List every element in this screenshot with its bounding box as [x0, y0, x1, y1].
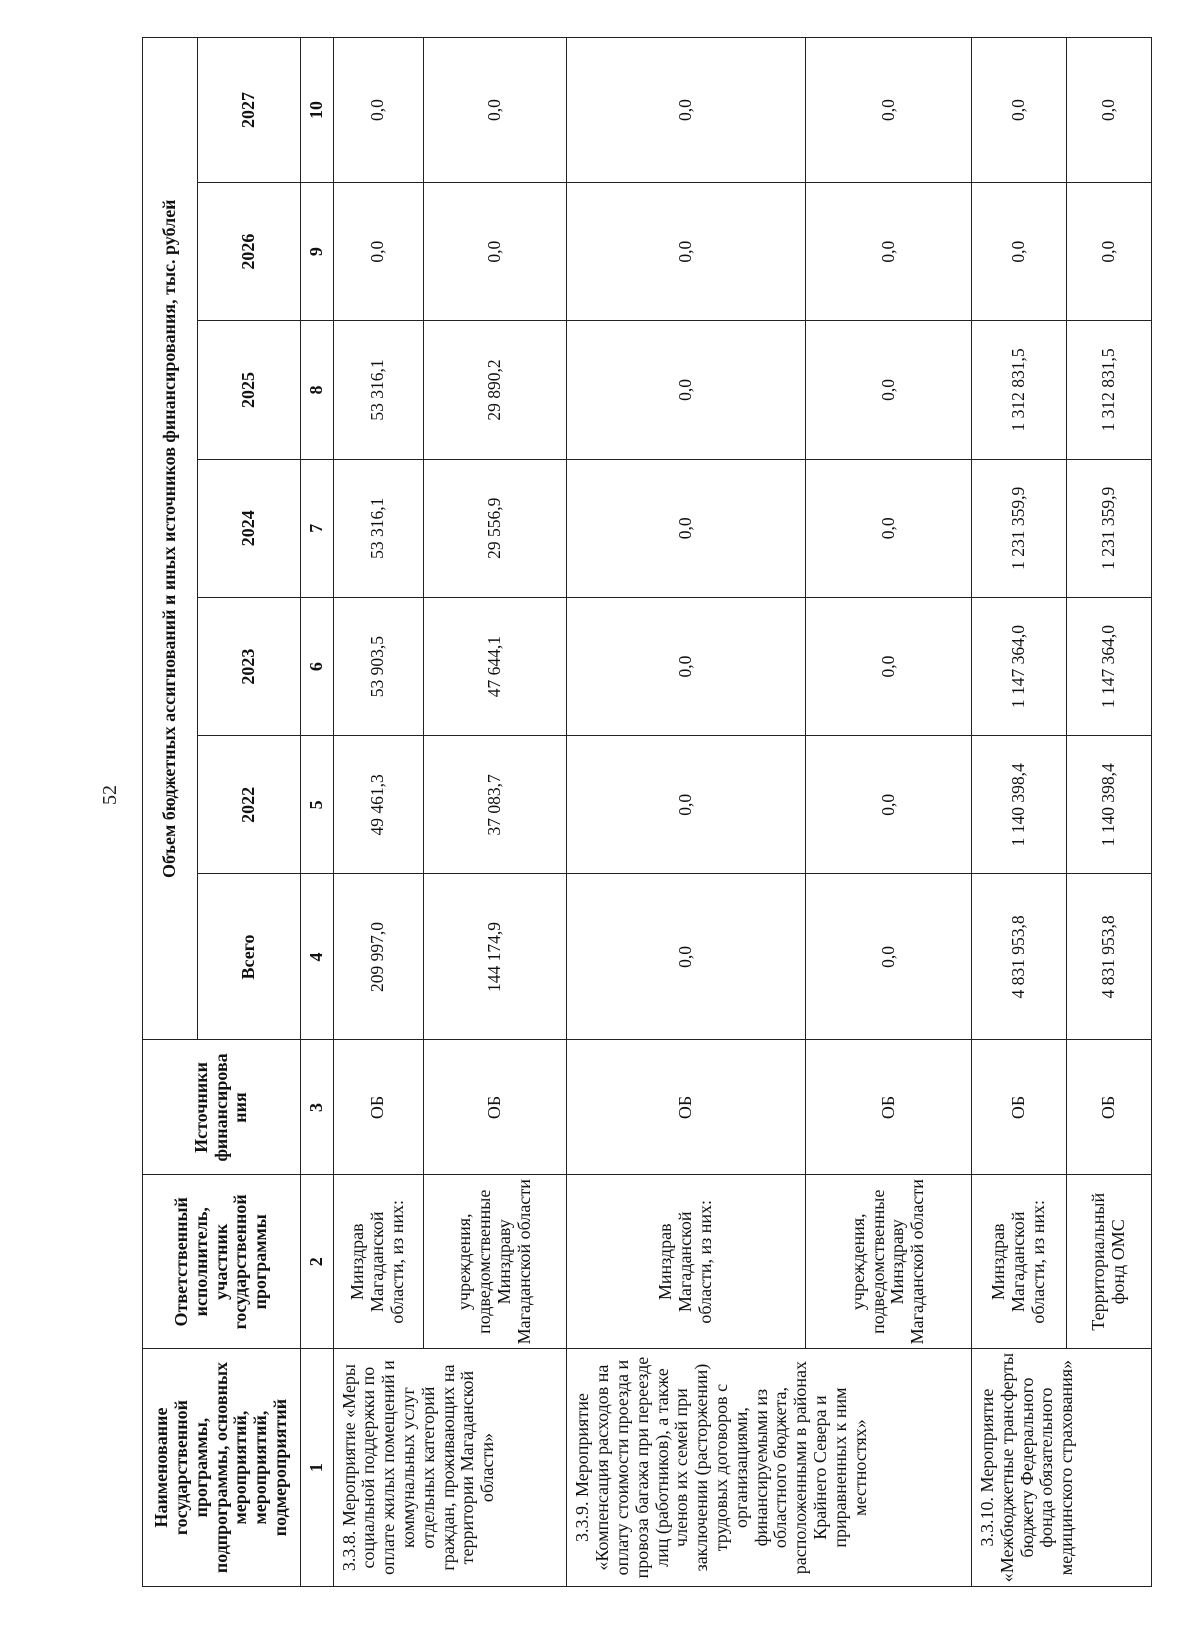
value-2023: 53 903,5	[333, 597, 423, 735]
executor-cell: Территориальный фонд ОМС	[1066, 1175, 1151, 1349]
executor-cell: Минздрав Магаданской области, из них:	[972, 1175, 1066, 1349]
value-2023: 0,0	[805, 597, 971, 735]
measure-name-3-3-8: 3.3.8. Мероприятие «Меры социальной поддержки по оплате жилых помещений и коммунальных услуг отдельных категорий граждан, проживающих на территории Магаданской области»	[333, 1349, 567, 1587]
value-2026: 0,0	[1066, 183, 1151, 321]
value-total: 4 831 953,8	[1066, 874, 1151, 1040]
value-2027: 0,0	[567, 38, 805, 183]
source-cell: ОБ	[805, 1040, 971, 1175]
header-year-total: Всего	[198, 874, 301, 1040]
value-2022: 49 461,3	[333, 736, 423, 874]
value-2024: 0,0	[805, 459, 971, 597]
value-total: 0,0	[567, 874, 805, 1040]
header-year-2024: 2024	[198, 459, 301, 597]
value-2027: 0,0	[972, 38, 1066, 183]
value-2025: 1 312 831,5	[1066, 321, 1151, 459]
value-2027: 0,0	[333, 38, 423, 183]
value-2025: 1 312 831,5	[972, 321, 1066, 459]
value-2024: 1 231 359,9	[1066, 459, 1151, 597]
index-cell: 5	[301, 736, 334, 874]
financing-table	[142, 37, 1152, 1587]
index-cell: 4	[301, 874, 334, 1040]
value-2026: 0,0	[567, 183, 805, 321]
value-2022: 1 140 398,4	[1066, 736, 1151, 874]
measure-name-3-3-9: 3.3.9. Мероприятие «Компенсация расходов на оплату стоимости проезда и провоза багажа при переезде лиц (работников), а также членов их семей при заключении (расторжении) трудовых договоров с организациями, финансируемыми из областного бюджета, расположенными в районах Крайнего Севера и приравненных к ним местностях»	[567, 1349, 972, 1587]
table-row	[333, 38, 423, 1587]
value-2024: 0,0	[567, 459, 805, 597]
value-2024: 29 556,9	[423, 459, 567, 597]
index-cell: 7	[301, 459, 334, 597]
value-2022: 37 083,7	[423, 736, 567, 874]
index-cell: 1	[301, 1349, 334, 1587]
page-number: 52	[98, 785, 121, 805]
value-2027: 0,0	[805, 38, 971, 183]
value-2022: 0,0	[805, 736, 971, 874]
value-2026: 0,0	[972, 183, 1066, 321]
index-cell: 6	[301, 597, 334, 735]
value-total: 4 831 953,8	[972, 874, 1066, 1040]
header-program-name: Наименование государственной программы, подпрограммы, основных мероприятий, мероприятий, подмероприятий	[143, 1349, 301, 1587]
value-2026: 0,0	[805, 183, 971, 321]
value-total: 209 997,0	[333, 874, 423, 1040]
index-cell: 10	[301, 38, 334, 183]
value-2027: 0,0	[1066, 38, 1151, 183]
executor-cell: Минздрав Магаданской области, из них:	[333, 1175, 423, 1349]
header-funding-source: Источники финансирова ния	[143, 1040, 301, 1175]
value-2023: 1 147 364,0	[972, 597, 1066, 735]
value-2023: 0,0	[567, 597, 805, 735]
index-cell: 9	[301, 183, 334, 321]
header-year-2027: 2027	[198, 38, 301, 183]
value-2024: 53 316,1	[333, 459, 423, 597]
executor-cell: учреждения, подведомственные Минздраву Магаданской области	[805, 1175, 971, 1349]
value-2023: 1 147 364,0	[1066, 597, 1151, 735]
executor-cell: учреждения, подведомственные Минздраву Магаданской области	[423, 1175, 567, 1349]
value-2024: 1 231 359,9	[972, 459, 1066, 597]
value-2025: 0,0	[567, 321, 805, 459]
source-cell: ОБ	[567, 1040, 805, 1175]
value-total: 144 174,9	[423, 874, 567, 1040]
value-2022: 1 140 398,4	[972, 736, 1066, 874]
header-year-2022: 2022	[198, 736, 301, 874]
header-year-2023: 2023	[198, 597, 301, 735]
source-cell: ОБ	[423, 1040, 567, 1175]
value-2026: 0,0	[333, 183, 423, 321]
executor-cell: Минздрав Магаданской области, из них:	[567, 1175, 805, 1349]
value-2022: 0,0	[567, 736, 805, 874]
index-cell: 2	[301, 1175, 334, 1349]
value-2026: 0,0	[423, 183, 567, 321]
value-total: 0,0	[805, 874, 971, 1040]
header-volume-group: Объем бюджетных ассигнований и иных источников финансирования, тыс. рублей	[143, 38, 198, 1040]
header-executor: Ответственный исполнитель, участник государственной программы	[143, 1175, 301, 1349]
source-cell: ОБ	[333, 1040, 423, 1175]
table-row	[972, 38, 1066, 1587]
value-2027: 0,0	[423, 38, 567, 183]
source-cell: ОБ	[972, 1040, 1066, 1175]
index-cell: 8	[301, 321, 334, 459]
value-2025: 29 890,2	[423, 321, 567, 459]
measure-name-3-3-10: 3.3.10. Мероприятие «Межбюджетные трансферты бюджету Федерального фонда обязательного медицинского страхования»	[972, 1349, 1152, 1587]
source-cell: ОБ	[1066, 1040, 1151, 1175]
column-index-row	[301, 38, 334, 1587]
header-year-2025: 2025	[198, 321, 301, 459]
value-2025: 53 316,1	[333, 321, 423, 459]
index-cell: 3	[301, 1040, 334, 1175]
value-2023: 47 644,1	[423, 597, 567, 735]
value-2025: 0,0	[805, 321, 971, 459]
rotated-page-content	[142, 37, 1152, 1587]
table-row	[567, 38, 805, 1587]
header-year-2026: 2026	[198, 183, 301, 321]
